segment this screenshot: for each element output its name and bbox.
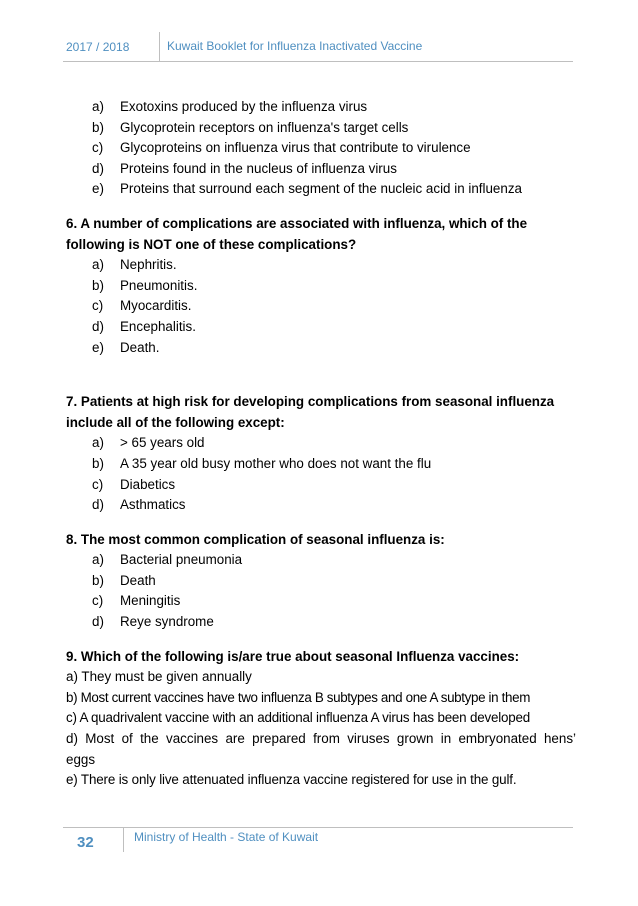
list-item (66, 138, 576, 159)
question-9 (66, 647, 576, 668)
question-8-options (66, 550, 576, 632)
list-item (66, 97, 576, 118)
footer-rule (63, 827, 573, 828)
page-header (63, 32, 573, 62)
option-text: Meningitis (120, 593, 181, 609)
option-text: Pneumonitis. (120, 277, 198, 293)
option-letter: a) (92, 257, 104, 273)
option-letter: e) (92, 339, 104, 355)
question-6-line-2: following is NOT one of these complications? (66, 236, 357, 252)
option-letter: d) (92, 614, 104, 630)
option-letter: a) (92, 552, 104, 568)
option-letter: e) (92, 181, 104, 197)
list-item (66, 179, 576, 200)
question-8 (66, 530, 576, 551)
option-text: A 35 year old busy mother who does not want the flu (120, 455, 432, 471)
header-year: 2017 / 2018 (66, 40, 130, 54)
list-item: b) Most current vaccines have two influenza B subtypes and one A subtype in them (66, 689, 531, 705)
list-item-continuation: eggs (66, 751, 96, 767)
list-item: e) There is only live attenuated influenza vaccine registered for use in the gulf. (66, 772, 517, 788)
list-item (66, 276, 576, 297)
list-item (66, 338, 576, 359)
option-letter: a) (92, 99, 104, 114)
option-text: Death. (120, 339, 160, 355)
list-item (66, 317, 576, 338)
list-item: a) They must be given annually (66, 669, 252, 685)
option-text: Death (120, 572, 156, 588)
list-item (66, 550, 576, 571)
question-7-line-1: 7. Patients at high risk for developing complications from seasonal influenza (66, 394, 555, 410)
option-letter: b) (92, 572, 104, 588)
option-letter: b) (92, 455, 104, 471)
option-letter: d) (92, 160, 104, 176)
option-text: Myocarditis. (120, 298, 192, 314)
list-item (66, 118, 576, 139)
option-text: Glycoprotein receptors on influenza's target cells (120, 119, 409, 135)
question-7-line-2: include all of the following except: (66, 414, 285, 430)
option-letter: c) (92, 298, 104, 314)
option-text: Reye syndrome (120, 614, 214, 630)
option-text: Bacterial pneumonia (120, 552, 243, 568)
option-letter: a) (92, 435, 104, 451)
list-item (66, 475, 576, 496)
question-6-options (66, 255, 576, 358)
question-7-options (66, 433, 576, 515)
footer-text: Ministry of Health - State of Kuwait (134, 830, 319, 844)
option-text: Proteins that surround each segment of the nucleic acid in influenza (120, 181, 522, 197)
page-number: 32 (77, 834, 94, 851)
list-item (66, 454, 576, 475)
question-9-line-1: 9. Which of the following is/are true about seasonal Influenza vaccines: (66, 648, 520, 664)
option-letter: d) (92, 318, 104, 334)
question-9-options (66, 667, 576, 791)
list-item: c) A quadrivalent vaccine with an additional influenza A virus has been developed (66, 710, 530, 726)
option-letter: c) (92, 476, 104, 492)
list-item (66, 495, 576, 516)
list-item (66, 591, 576, 612)
header-title: Kuwait Booklet for Influenza Inactivated Vaccine (167, 39, 423, 53)
list-item (66, 612, 576, 633)
option-text: > 65 years old (120, 435, 205, 451)
question-6 (66, 214, 576, 255)
question-6-line-1: 6. A number of complications are associated with influenza, which of the (66, 215, 528, 231)
question-8-line-1: 8. The most common complication of seasonal influenza is: (66, 531, 445, 547)
footer-divider (123, 828, 124, 852)
option-text: Nephritis. (120, 257, 177, 273)
option-letter: d) (92, 497, 104, 513)
option-letter: b) (92, 277, 104, 293)
page-content (66, 97, 576, 791)
option-letter: c) (92, 593, 104, 609)
question-7 (66, 392, 576, 433)
option-text: Encephalitis. (120, 318, 196, 334)
header-divider (159, 32, 160, 62)
question-5-options (66, 97, 576, 200)
option-text: Asthmatics (120, 497, 186, 513)
option-text: Exotoxins produced by the influenza virus (120, 99, 368, 114)
option-text: Proteins found in the nucleus of influenza virus (120, 160, 397, 176)
option-text: Diabetics (120, 476, 176, 492)
option-text: Glycoproteins on influenza virus that contribute to virulence (120, 140, 471, 156)
list-item (66, 255, 576, 276)
list-item (66, 159, 576, 180)
list-item (66, 571, 576, 592)
list-item (66, 296, 576, 317)
option-letter: c) (92, 140, 104, 156)
option-letter: b) (92, 119, 104, 135)
header-rule (63, 61, 573, 62)
list-item (66, 433, 576, 454)
list-item: d) Most of the vaccines are prepared from viruses grown in embryonated hens’ (66, 731, 576, 747)
